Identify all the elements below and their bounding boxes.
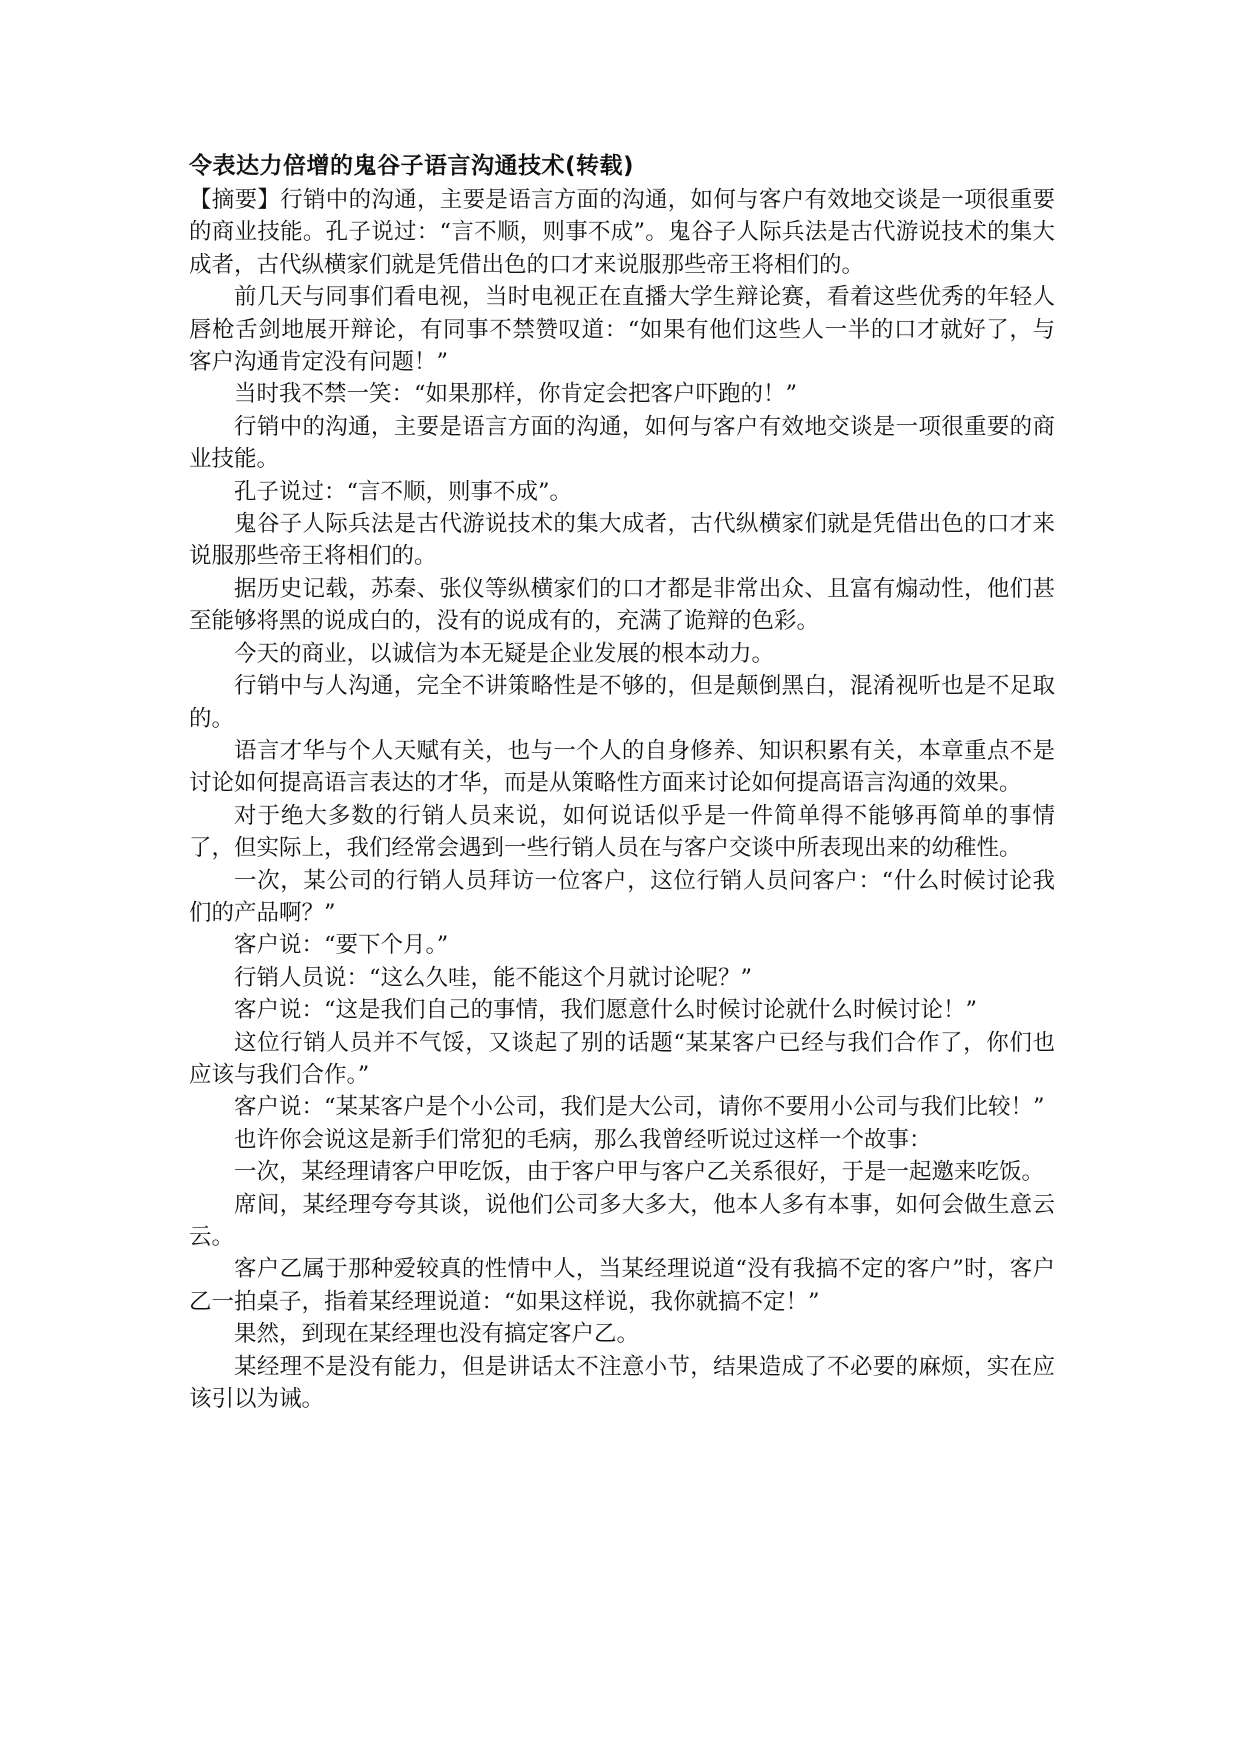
body-paragraph: 客户乙属于那种爱较真的性情中人，当某经理说道“没有我搞不定的客户”时，客户乙一拍桌子，指着某经理说道：“如果这样说，我你就搞不定！” bbox=[189, 1256, 1055, 1315]
document-page bbox=[189, 150, 1055, 1415]
body-paragraph: 行销中与人沟通，完全不讲策略性是不够的，但是颠倒黑白，混淆视听也是不足取的。 bbox=[189, 673, 1055, 732]
body-paragraph: 当时我不禁一笑：“如果那样，你肯定会把客户吓跑的！” bbox=[234, 381, 798, 408]
body-paragraph: 客户说：“这是我们自己的事情，我们愿意什么时候讨论就什么时候讨论！” bbox=[234, 997, 978, 1024]
body-paragraph: 客户说：“某某客户是个小公司，我们是大公司，请你不要用小公司与我们比较！” bbox=[234, 1094, 1045, 1121]
body-paragraph: 行销人员说：“这么久哇，能不能这个月就讨论呢？” bbox=[234, 964, 753, 991]
body-paragraph: 一次，某经理请客户甲吃饭，由于客户甲与客户乙关系很好，于是一起邀来吃饭。 bbox=[234, 1159, 1045, 1186]
body-paragraph: 鬼谷子人际兵法是古代游说技术的集大成者，古代纵横家们就是凭借出色的口才来说服那些帝王将相们的。 bbox=[189, 511, 1055, 570]
body-paragraph: 席间，某经理夸夸其谈，说他们公司多大多大，他本人多有本事，如何会做生意云云。 bbox=[189, 1191, 1055, 1250]
body-paragraph: 行销中的沟通，主要是语言方面的沟通，如何与客户有效地交谈是一项很重要的商业技能。 bbox=[189, 413, 1055, 473]
body-paragraph: 据历史记载，苏秦、张仪等纵横家们的口才都是非常出众、且富有煽动性，他们甚至能够将黑的说成白的，没有的说成有的，充满了诡辩的色彩。 bbox=[189, 575, 1055, 635]
abstract-paragraph: 【摘要】行销中的沟通，主要是语言方面的沟通，如何与客户有效地交谈是一项很重要的商业技能。孔子说过：“言不顺，则事不成”。鬼谷子人际兵法是古代游说技术的集大成者，古代纵横家们就是凭借出色的口才来说服那些帝王将相们的。 bbox=[189, 187, 1055, 278]
body-paragraph: 今天的商业，以诚信为本无疑是企业发展的根本动力。 bbox=[234, 640, 775, 667]
body-paragraph: 前几天与同事们看电视，当时电视正在直播大学生辩论赛，看着这些优秀的年轻人唇枪舌剑地展开辩论，有同事不禁赞叹道：“如果有他们这些人一半的口才就好了，与客户沟通肯定没有问题！” bbox=[189, 284, 1055, 376]
document-title: 令表达力倍增的鬼谷子语言沟通技术(转载) bbox=[189, 153, 635, 179]
body-paragraph: 孔子说过：“言不顺，则事不成”。 bbox=[234, 478, 573, 505]
body-paragraph: 这位行销人员并不气馁，又谈起了别的话题“某某客户已经与我们合作了，你们也应该与我们合作。” bbox=[189, 1029, 1055, 1088]
body-paragraph: 客户说：“要下个月。” bbox=[234, 932, 449, 959]
body-paragraph: 语言才华与个人天赋有关，也与一个人的自身修养、知识积累有关，本章重点不是讨论如何提高语言表达的才华，而是从策略性方面来讨论如何提高语言沟通的效果。 bbox=[189, 737, 1055, 797]
body-paragraph: 一次，某公司的行销人员拜访一位客户，这位行销人员问客户：“什么时候讨论我们的产品啊？” bbox=[189, 867, 1055, 926]
body-paragraph: 某经理不是没有能力，但是讲话太不注意小节，结果造成了不必要的麻烦，实在应该引以为诫。 bbox=[189, 1353, 1055, 1413]
body-paragraph: 对于绝大多数的行销人员来说，如何说话似乎是一件简单得不能够再简单的事情了，但实际上，我们经常会遇到一些行销人员在与客户交谈中所表现出来的幼稚性。 bbox=[189, 802, 1055, 862]
body-paragraph: 也许你会说这是新手们常犯的毛病，那么我曾经听说过这样一个故事： bbox=[234, 1126, 932, 1153]
body-paragraph: 果然，到现在某经理也没有搞定客户乙。 bbox=[234, 1321, 640, 1348]
